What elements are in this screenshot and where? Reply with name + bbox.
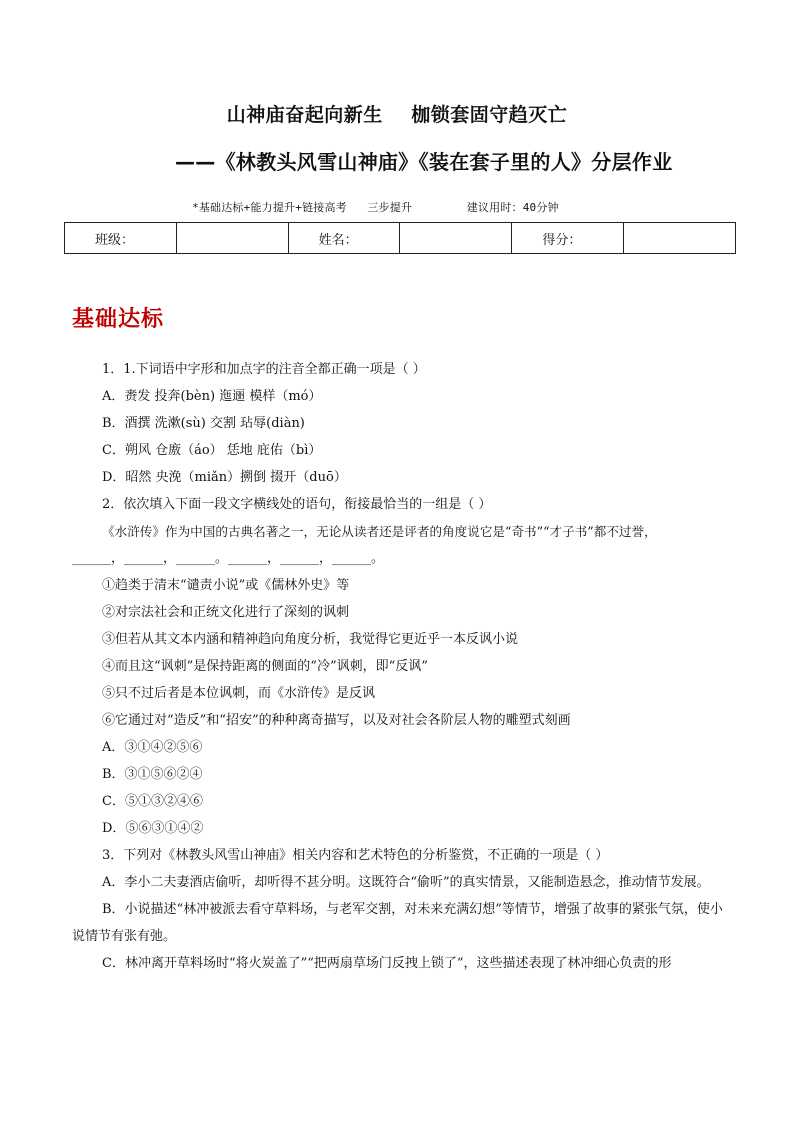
q2-passage-line-1: 《水浒传》作为中国的古典名著之一，无论从读者还是评者的角度说它是“奇书”“才子书”都不过誉， <box>102 524 657 539</box>
class-label: 班级： <box>65 223 177 254</box>
student-info-table <box>64 222 736 254</box>
q3-option-a: A．李小二夫妻酒店偷听，却听得不甚分明。这既符合“偷听”的真实情景，又能制造悬念，推动情节发展。 <box>102 875 710 890</box>
q2-sentence-5: ⑤只不过后者是本位讽刺，而《水浒传》是反讽 <box>102 686 376 701</box>
q2-option-c: C．⑤①③②④⑥ <box>102 794 203 809</box>
q1-option-c: C．朔风 仓廒（áo） 恁地 庇佑（bì） <box>102 443 322 458</box>
q3-stem: 3．下列对《林教头风雪山神庙》相关内容和艺术特色的分析鉴赏，不正确的一项是（ ） <box>102 848 609 863</box>
class-field[interactable] <box>176 223 288 254</box>
name-label: 姓名： <box>288 223 400 254</box>
q2-sentence-6: ⑥它通过对“造反”和“招安”的种种离奇描写，以及对社会各阶层人物的雕塑式刻画 <box>102 713 571 728</box>
q2-stem: 2．依次填入下面一段文字横线处的语句，衔接最恰当的一组是（ ） <box>102 497 492 512</box>
q2-sentence-3: ③但若从其文本内涵和精神趋向角度分析，我觉得它更近乎一本反讽小说 <box>102 632 519 647</box>
q1-option-d: D．昭然 央浼（miǎn）搠倒 掇开（duō） <box>102 470 347 485</box>
title-line-1: 山神庙奋起向新生 枷锁套固守趋灭亡 <box>226 104 568 126</box>
name-field[interactable] <box>400 223 512 254</box>
q2-sentence-2: ②对宗法社会和正统文化进行了深刻的讽刺 <box>102 605 350 620</box>
subtitle: *基础达标+能力提升+链接高考 三步提升 建议用时：40分钟 <box>192 201 559 214</box>
title-line-2: ——《林教头风雪山神庙》《装在套子里的人》分层作业 <box>175 150 673 174</box>
q2-option-b: B．③①⑤⑥②④ <box>102 767 203 782</box>
section-title: 基础达标 <box>72 307 165 332</box>
q2-option-a: A．③①④②⑤⑥ <box>102 740 203 755</box>
score-label: 得分： <box>512 223 624 254</box>
q3-option-b: B．小说描述“林冲被派去看守草料场，与老军交割，对未来充满幻想”等情节，增强了故事的紧张气氛，使小说情节有张有弛。 <box>72 902 723 944</box>
q2-option-d: D．⑤⑥③①④② <box>102 821 204 836</box>
q1-stem: 1．1.下词语中字形和加点字的注音全都正确一项是（ ） <box>102 362 426 377</box>
q1-option-a: A．赉发 投奔(bèn) 迤逦 模样（mó） <box>102 389 322 404</box>
q2-sentence-4: ④而且这“讽刺”是保持距离的侧面的“冷”讽刺，即“反讽” <box>102 659 428 674</box>
question-content <box>72 356 732 977</box>
score-field[interactable] <box>624 223 736 254</box>
q2-passage-line-2: ______，______，______。______，______，______。 <box>72 551 385 566</box>
q2-sentence-1: ①趋类于清末“谴责小说”或《儒林外史》等 <box>102 578 350 593</box>
q3-option-c: C．林冲离开草料场时“将火炭盖了”“把两扇草场门反拽上锁了”，这些描述表现了林冲细心负责的形 <box>102 956 672 971</box>
q1-option-b: B．酒撰 洗漱(sù) 交割 玷辱(diàn) <box>102 416 305 431</box>
